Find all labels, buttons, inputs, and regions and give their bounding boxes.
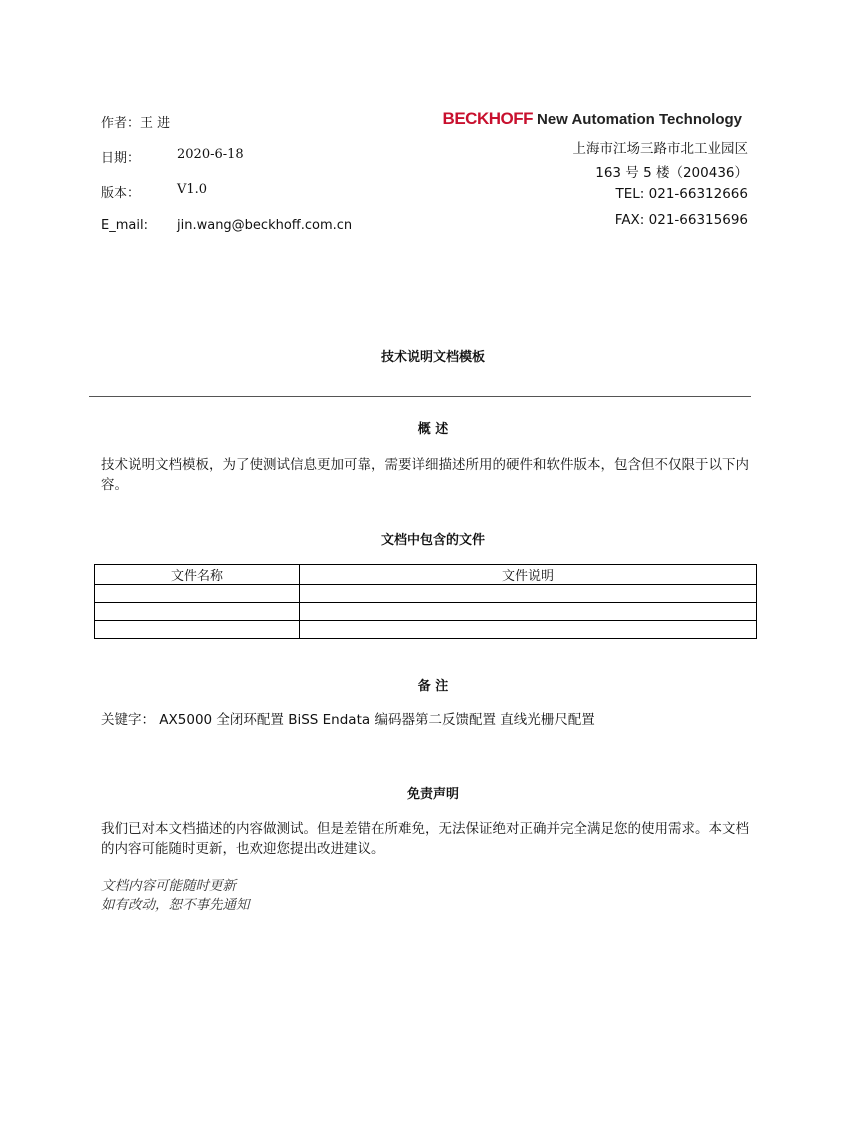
disclaimer-heading: 免责声明 [406,787,459,802]
table-row [95,603,757,621]
notes-heading: 备 注 [417,679,449,694]
disclaimer-italic-1: 文档内容可能随时更新 [101,878,236,894]
table-row [95,585,757,603]
disclaimer-text: 我们已对本文档描述的内容做测试。但是差错在所难免，无法保证绝对正确并完全满足您的使用需求。本文档的内容可能随时更新，也欢迎您提出改进建议。 [101,821,749,857]
keywords: 关键字： AX5000 全闭环配置 BiSS Endata 编码器第二反馈配置 直线光栅尺配置 [101,712,595,728]
tel: TEL: 021-66312666 [615,186,748,202]
table-row [95,621,757,639]
divider [89,396,751,397]
overview-heading: 概 述 [417,422,449,437]
beckhoff-logo: BECKHOFF New Automation Technology [442,109,742,128]
document-title: 技术说明文档模板 [380,350,485,365]
fax: FAX: 021-66315696 [614,212,748,228]
disclaimer-italic-2: 如有改动，恕不事先通知 [101,897,250,913]
email-value: jin.wang@beckhoff.com.cn [177,218,353,233]
version-value: V1.0 [177,182,208,197]
date-value: 2020-6-18 [177,147,244,162]
overview-text: 技术说明文档模板，为了使测试信息更加可靠，需要详细描述所用的硬件和软件版本，包含但不仅限于以下内容。 [101,457,749,493]
column-header: 文件说明 [300,565,757,585]
author: 作者：王 进 [101,116,171,131]
address-line1: 上海市江场三路市北工业园区 [572,141,748,157]
address-line2: 163 号 5 楼（200436） [595,165,748,181]
files-heading: 文档中包含的文件 [380,533,485,548]
date-label: 日期： [101,151,141,166]
column-header: 文件名称 [95,565,300,585]
version-label: 版本： [101,186,141,201]
email-label: E_mail: [101,218,148,233]
files-table [94,564,757,639]
